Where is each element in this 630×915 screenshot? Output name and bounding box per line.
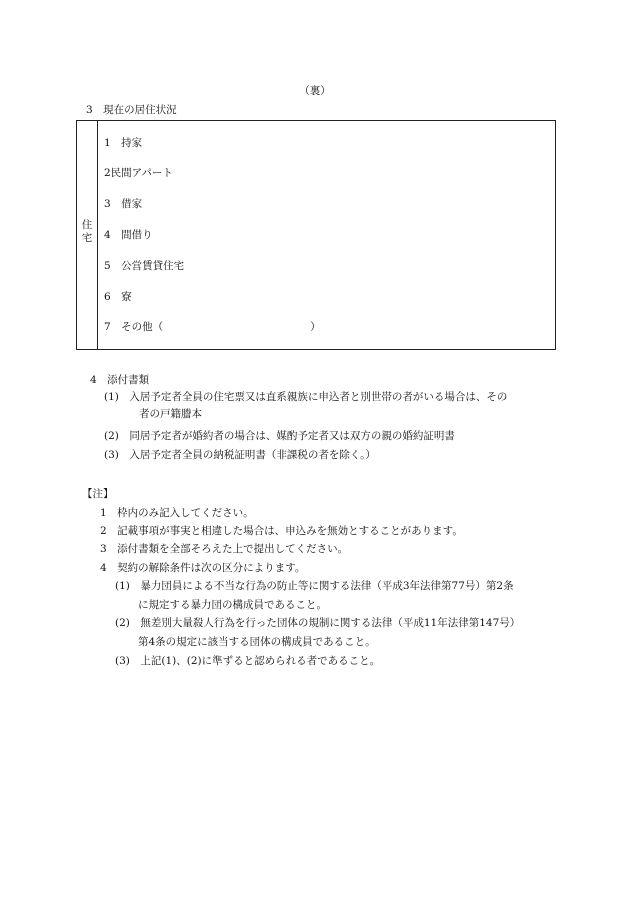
attachment-item: (1) 入居予定者全員の住宅票又は直系親族に申込者と別世帯の者がいる場合は、その <box>104 391 508 403</box>
page-side-mark: （裏） <box>299 85 331 97</box>
row-label-housing <box>81 219 93 245</box>
note-sub-item: (2) 無差別大量殺人行為を行った団体の規制に関する法律（平成11年法律第147号） <box>115 617 521 629</box>
note-item: 4 契約の解除条件は次の区分によります。 <box>100 562 306 574</box>
attachment-item-continued: 者の戸籍謄本 <box>139 408 202 420</box>
option-rented-house: 3 借家 <box>104 198 143 210</box>
option-room-rental: 4 間借り <box>104 229 153 241</box>
option-dormitory: 6 寮 <box>104 291 132 303</box>
note-sub-item: (1) 暴力団員による不当な行為の防止等に関する法律（平成3年法律第77号）第2条 <box>115 580 514 592</box>
row-label-char: 住 <box>81 219 93 231</box>
option-other: 7 その他（ ） <box>104 321 321 333</box>
note-item: 3 添付書類を全部そろえた上で提出してください。 <box>100 543 349 555</box>
notes-heading: 【注】 <box>82 488 114 500</box>
option-owned-house: 1 持家 <box>104 137 143 149</box>
option-public-housing: 5 公営賃貸住宅 <box>104 260 185 272</box>
note-item: 1 枠内のみ記入してください。 <box>100 507 254 519</box>
section-3-heading: 3 現在の居住状況 <box>86 104 177 116</box>
note-sub-item-continued: 第4条の規定に該当する団体の構成員であること。 <box>138 636 376 648</box>
option-private-apartment: 2民間アパート <box>104 167 173 179</box>
note-item: 2 記載事項が事実と相違した場合は、申込みを無効とすることがあります。 <box>100 525 463 537</box>
attachment-item: (3) 入居予定者全員の納税証明書（非課税の者を除く。） <box>104 449 376 461</box>
row-label-cell <box>77 121 98 349</box>
note-sub-item: (3) 上記(1)、(2)に準ずると認められる者であること。 <box>115 655 381 667</box>
section-4-heading: 4 添付書類 <box>90 374 150 386</box>
row-label-char: 宅 <box>81 232 93 244</box>
attachment-item: (2) 同居予定者が婚約者の場合は、媒酌予定者又は双方の親の婚約証明書 <box>104 430 455 442</box>
note-sub-item-continued: に規定する暴力団の構成員であること。 <box>138 599 327 611</box>
